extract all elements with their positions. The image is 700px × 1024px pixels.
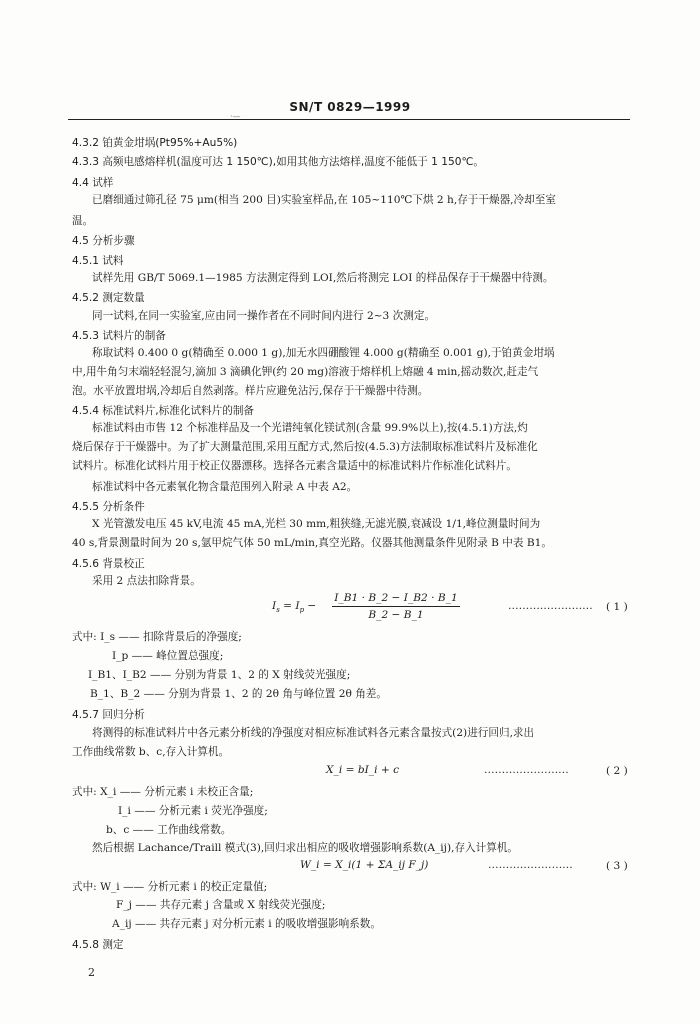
- regression-text-line2: 工作曲线常数 b、c,存入计算机。: [72, 746, 230, 758]
- equation-2-leader: ……………………: [484, 764, 569, 776]
- clause-4-5-2-heading: 4.5.2 测定数量: [72, 292, 145, 304]
- header-rule: [68, 119, 630, 120]
- standard-text-line1: 标准试料由市售 12 个标准样品及一个光谱纯氧化镁试剂(含量 99.9%以上),按(4.5.1)方法,灼: [92, 422, 528, 434]
- test-portion-text: 试样先用 GB/T 5069.1—1985 方法测定得到 LOI,然后将测完 LOI 的样品保存于干燥器中待测。: [92, 272, 554, 284]
- where-3-line2: F_j —— 共存元素 j 含量或 X 射线荧光强度;: [116, 899, 326, 911]
- where-1-line1: 式中: I_s —— 扣除背景后的净强度;: [72, 631, 242, 643]
- regression-text-line1: 将测得的标准试料片中各元素分析线的净强度对相应标准试料各元素含量按式(2)进行回归,求出: [92, 727, 535, 739]
- equation-1-lhs: $I_s = I_p$ −: [272, 600, 317, 615]
- clause-4-5-1-heading: 4.5.1 试料: [72, 255, 124, 267]
- where-2-line2: I_i —— 分析元素 i 荧光净强度;: [118, 805, 268, 817]
- clause-4-5-3-heading: 4.5.3 试料片的制备: [72, 330, 166, 342]
- clause-4-3-3: 4.3.3 高频电感熔样机(温度可达 1 150℃),如用其他方法熔样,温度不能低于 1 150℃。: [72, 156, 484, 168]
- background-method-text: 采用 2 点法扣除背景。: [92, 575, 201, 587]
- equation-1-number: ( 1 ): [606, 601, 628, 613]
- standard-range-text: 标准试料中各元素氧化物含量范围列入附录 A 中表 A2。: [92, 481, 358, 493]
- equation-1-leader: ……………………: [508, 600, 593, 612]
- conditions-text-line2: 40 s,背景测量时间为 20 s,氩甲烷气体 50 mL/min,真空光路。仪器其他测量条件见附录 B 中表 B1。: [72, 537, 552, 549]
- clause-4-5-4-heading: 4.5.4 标准试料片,标准化试料片的制备: [72, 405, 255, 417]
- equation-3-number: ( 3 ): [606, 860, 628, 872]
- equation-3: W_i = X_i(1 + ΣA_ij F_j): [300, 859, 429, 871]
- equation-3-leader: ……………………: [488, 859, 573, 871]
- where-3-line3: A_ij —— 共存元素 j 对分析元素 i 的吸收增强影响系数。: [112, 918, 381, 930]
- standard-text-line3: 试料片。标准化试料片用于校正仪器漂移。选择各元素含量适中的标准试料片作标准化试料片。: [72, 460, 517, 472]
- where-1-line2: I_p —— 峰位置总强度;: [112, 650, 224, 662]
- sample-text-line2: 温。: [72, 215, 94, 227]
- sample-text-line1: 已磨细通过筛孔径 75 μm(相当 200 目)实验室样品,在 105~110℃下烘 2 h,存于干燥器,冷却至室: [92, 194, 556, 206]
- clause-4-5-5-heading: 4.5.5 分析条件: [72, 501, 145, 513]
- equation-2-number: ( 2 ): [606, 765, 628, 777]
- where-2-line1: 式中: X_i —— 分析元素 i 未校正含量;: [72, 786, 254, 798]
- equation-1-denominator: B_2 − B_1: [368, 609, 424, 621]
- equation-1-numerator: I_B1 · B_2 − I_B2 · B_1: [334, 592, 458, 604]
- clause-4-5-heading: 4.5 分析步骤: [72, 235, 135, 247]
- standard-code-header: SN/T 0829—1999: [289, 100, 411, 114]
- lachance-text: 然后根据 Lachance/Traill 模式(3),回归求出相应的吸收增强影响系数(A_ij),存入计算机。: [92, 842, 519, 854]
- clause-4-5-8-heading: 4.5.8 测定: [72, 939, 124, 951]
- determination-count-text: 同一试料,在同一实验室,应由同一操作者在不同时间内进行 2~3 次测定。: [92, 310, 436, 322]
- conditions-text-line1: X 光管激发电压 45 kV,电流 45 mA,光栏 30 mm,粗狭缝,无滤光膜,衰减设 1/1,峰位测量时间为: [92, 518, 541, 530]
- clause-4-4-heading: 4.4 试样: [72, 177, 114, 189]
- clause-4-5-6-heading: 4.5.6 背景校正: [72, 558, 145, 570]
- equation-1-fraction: [332, 592, 460, 621]
- page-number: 2: [88, 966, 95, 979]
- prep-text-line2: 中,用牛角匀末端轻轻混匀,滴加 3 滴碘化钾(约 20 mg)溶液于熔样机上熔融 4 min,摇动数次,赶走气: [72, 366, 539, 378]
- prep-text-line1: 称取试料 0.400 0 g(精确至 0.000 1 g),加无水四硼酸锂 4.000 g(精确至 0.001 g),于铂黄金坩埚: [92, 347, 555, 359]
- equation-2: X_i = bI_i + c: [326, 764, 400, 776]
- where-2-line3: b、c —— 工作曲线常数。: [106, 824, 232, 836]
- where-1-line3: I_B1、I_B2 —— 分别为背景 1、2 的 X 射线荧光强度;: [88, 669, 351, 681]
- scan-mark: ·—: [230, 112, 241, 121]
- clause-4-5-7-heading: 4.5.7 回归分析: [72, 709, 145, 721]
- where-1-line4: B_1、B_2 —— 分别为背景 1、2 的 2θ 角与峰位置 2θ 角差。: [90, 688, 387, 700]
- prep-text-line3: 泡。水平放置坩埚,冷却后自然剥落。样片应避免沾污,保存于干燥器中待测。: [72, 385, 429, 397]
- where-3-line1: 式中: W_i —— 分析元素 i 的校正定量值;: [72, 881, 268, 893]
- clause-4-3-2: 4.3.2 铂黄金坩埚(Pt95%+Au5%): [72, 137, 238, 149]
- standard-text-line2: 烧后保存于干燥器中。为了扩大测量范围,采用互配方式,然后按(4.5.3)方法制取标准试料片及标准化: [72, 441, 538, 453]
